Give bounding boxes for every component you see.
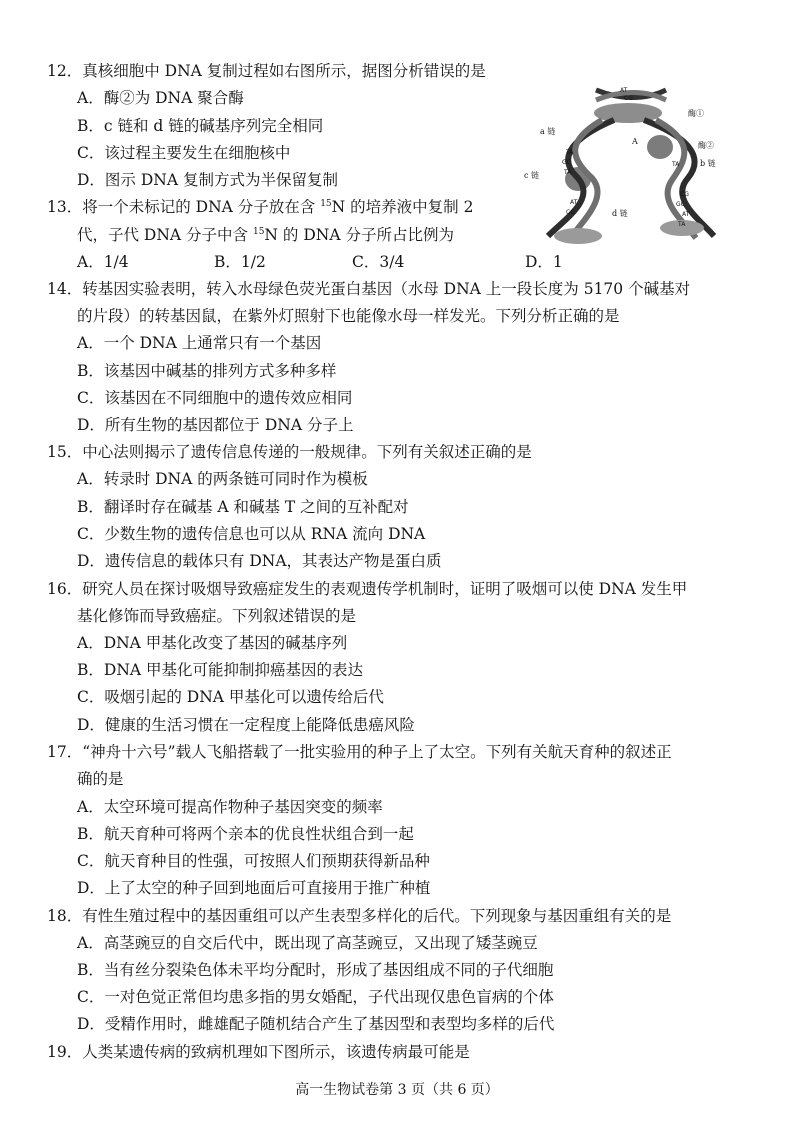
option-18-d: D．受精作用时，雌雄配子随机结合产生了基因型和表型均多样的后代 [77,1015,555,1033]
page-footer: 高一生物试卷第 3 页（共 6 页） [295,1082,499,1098]
option-13-b: B．1/2 [214,253,266,271]
question-text: 真核细胞中 DNA 复制过程如右图所示，据图分析错误的是 [82,62,486,80]
superscript: 15 [252,227,265,237]
question-13-stem-line1 [47,197,473,217]
option-17-a: A．太空环境可提高作物种子基因突变的频率 [77,798,383,816]
base-pair: AT [570,199,578,206]
question-17-stem-line2: 确的是 [77,770,124,788]
label-d-strand: d 链 [612,209,628,218]
superscript: 15 [320,199,332,209]
question-text: N 的培养液中复制 2 [331,198,474,216]
question-text: “神舟十六号”载人飞船搭载了一批实验用的种子上了太空。下列有关航天育种的叙述正 [82,743,672,761]
question-14-stem-line2: 的片段）的转基因鼠，在紫外灯照射下也能像水母一样发光。下列分析正确的是 [77,307,620,325]
option-13-c: C．3/4 [352,253,405,271]
option-14-d: D．所有生物的基因都位于 DNA 分子上 [77,416,354,434]
label-a-base: A [632,137,638,146]
option-16-b: B．DNA 甲基化可能抑制抑癌基因的表达 [77,661,364,679]
question-14-stem-line1 [47,279,690,299]
base-pair: TA [564,169,572,176]
option-16-d: D．健康的生活习惯在一定程度上能降低患癌风险 [77,716,415,734]
question-text: 中心法则揭示了遗传信息传递的一般规律。下列有关叙述正确的是 [82,443,532,461]
option-12-c: C．该过程主要发生在细胞核中 [77,144,291,162]
option-12-d: D．图示 DNA 复制方式为半保留复制 [77,171,338,189]
base-pair: TA [678,221,686,228]
option-15-d: D．遗传信息的载体只有 DNA，其表达产物是蛋白质 [77,552,442,570]
question-text: 将一个未标记的 DNA 分子放在含 [82,198,321,216]
question-19-stem [47,1042,470,1062]
question-number: 14． [47,280,83,298]
option-16-a: A．DNA 甲基化改变了基因的碱基序列 [77,634,348,652]
question-12-stem [47,61,486,81]
option-13-d: D．1 [525,253,563,271]
label-enzyme-2: 酶② [698,141,714,150]
enzyme-2-shape [647,135,673,159]
question-13-stem-line2 [77,225,454,245]
option-17-d: D．上了太空的种子回到地面后可直接用于推广种植 [77,879,431,897]
dna-replication-figure [524,86,732,244]
base-pair: CG [680,191,689,198]
base-pair: CG [624,95,633,102]
question-number: 16． [47,580,83,598]
option-18-a: A．高茎豌豆的自交后代中，既出现了高茎豌豆，又出现了矮茎豌豆 [77,934,538,952]
option-15-a: A．转录时 DNA 的两条链可同时作为模板 [77,470,368,488]
question-number: 13． [47,198,83,216]
option-15-b: B．翻译时存在碱基 A 和碱基 T 之间的互补配对 [77,498,409,516]
question-18-stem [47,906,671,926]
question-number: 18． [47,907,83,925]
question-text: 有性生殖过程中的基因重组可以产生表型多样化的后代。下列现象与基因重组有关的是 [82,907,672,925]
question-text: 人类某遗传病的致病机理如下图所示，该遗传病最可能是 [82,1043,470,1061]
question-text: 转基因实验表明，转入水母绿色荧光蛋白基因（水母 DNA 上一段长度为 5170 个碱基对 [82,280,691,298]
question-number: 15． [47,443,83,461]
option-12-a: A．酶②为 DNA 聚合酶 [77,89,244,107]
question-text: 研究人员在探讨吸烟导致癌症发生的表观遗传学机制时，证明了吸烟可以使 DNA 发生甲 [82,580,688,598]
question-number: 17． [47,743,83,761]
base-pair: GC [562,159,571,166]
question-17-stem-line1 [47,742,672,762]
question-16-stem-line2: 基化修饰而导致癌症。下列叙述错误的是 [77,607,357,625]
option-18-c: C．一对色觉正常但均患多指的男女婚配，子代出现仅患色盲病的个体 [77,988,554,1006]
option-17-c: C．航天育种目的性强，可按照人们预期获得新品种 [77,852,430,870]
label-a-strand: a 链 [540,127,556,136]
question-number: 19． [47,1043,83,1061]
label-b-strand: b 链 [700,159,716,168]
label-enzyme-1: 酶① [688,109,704,118]
option-13-a: A．1/4 [77,253,129,271]
base-pair: AT [620,87,628,94]
option-14-a: A．一个 DNA 上通常只有一个基因 [77,334,322,352]
question-text: 代，子代 DNA 分子中含 [77,226,253,244]
option-14-c: C．该基因在不同细胞中的遗传效应相同 [77,389,353,407]
option-15-c: C．少数生物的遗传信息也可以从 RNA 流向 DNA [77,525,426,543]
base-pair: TA [672,161,680,168]
base-pair: AT [682,211,690,218]
question-16-stem-line1 [47,579,687,599]
option-18-b: B．当有丝分裂染色体未平均分配时，形成了基因组成不同的子代细胞 [77,961,554,979]
label-c-strand: c 链 [524,171,540,180]
option-12-b: B．c 链和 d 链的碱基序列完全相同 [77,117,324,135]
question-number: 12． [47,62,83,80]
base-pair: GC [676,201,685,208]
question-text: N 的 DNA 分子所占比例为 [264,226,454,244]
option-14-b: B．该基因中碱基的排列方式多种多样 [77,362,337,380]
option-16-c: C．吸烟引起的 DNA 甲基化可以遗传给后代 [77,688,384,706]
option-17-b: B．航天育种可将两个亲本的优良性状组合到一起 [77,825,414,843]
base-pair: CG [566,209,575,216]
base-pair: TA [566,149,574,156]
question-15-stem [47,442,532,462]
